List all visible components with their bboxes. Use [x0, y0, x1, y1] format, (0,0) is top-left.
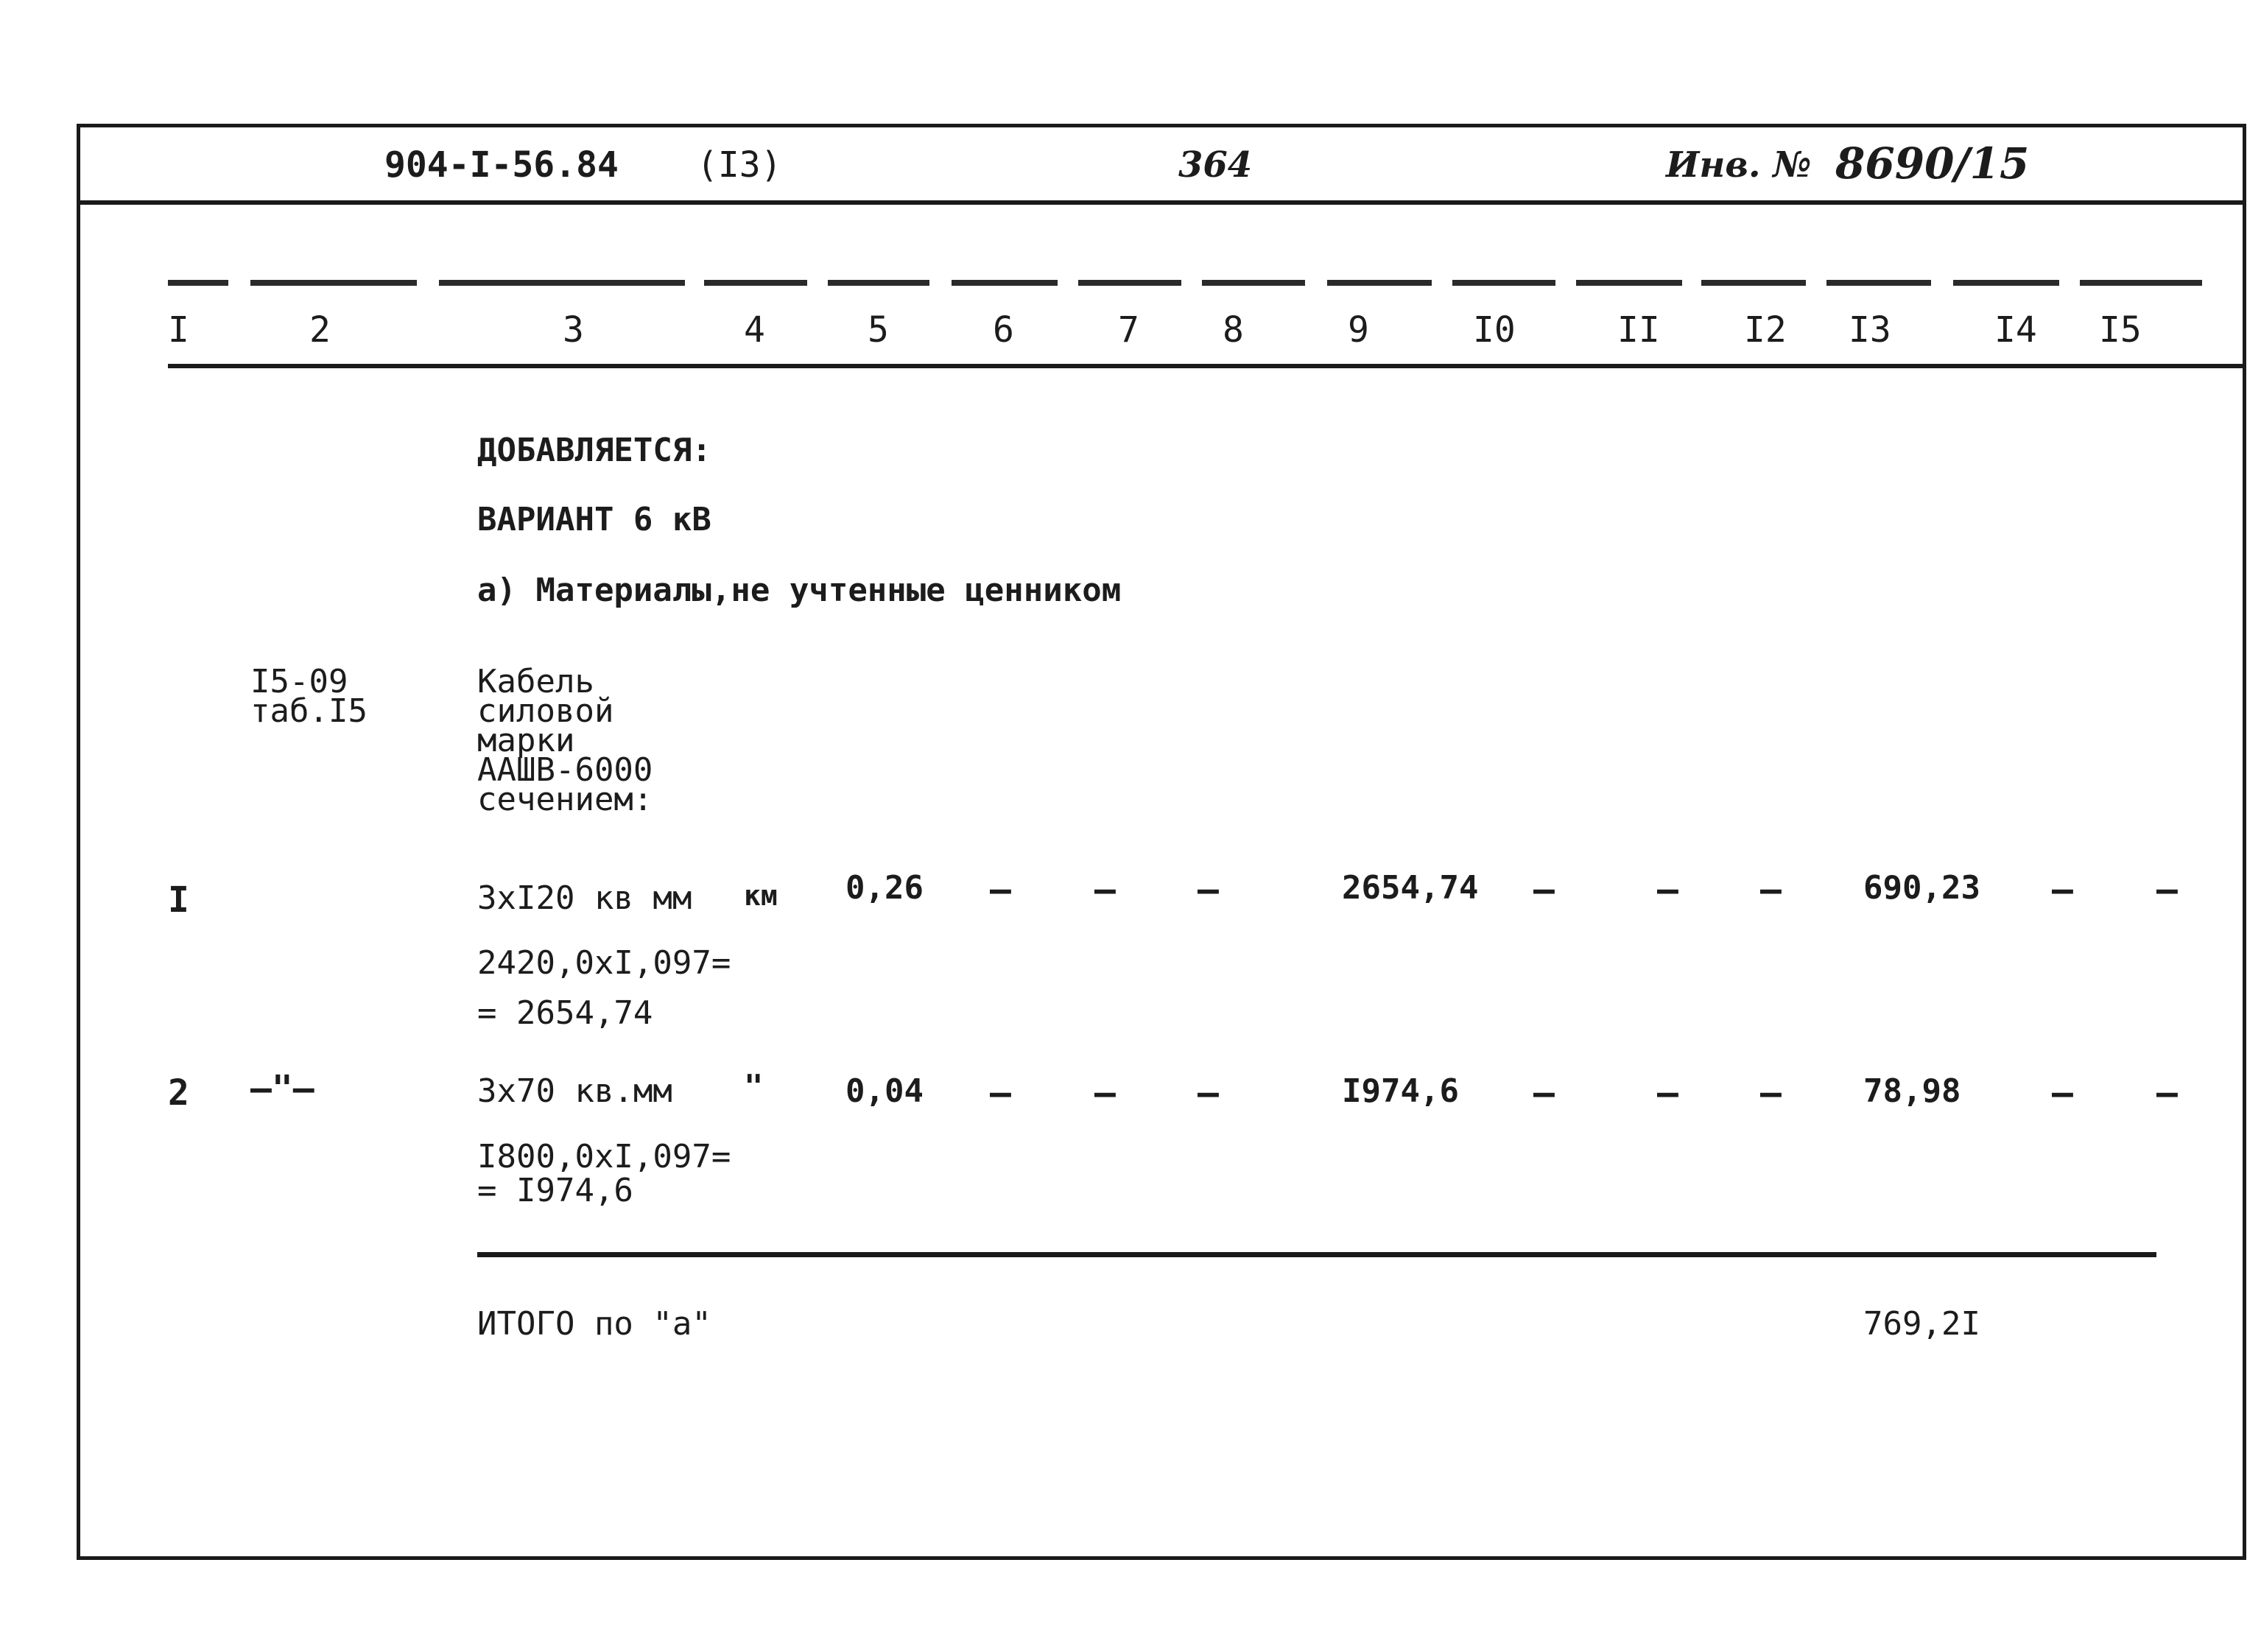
column-rule-8: [1202, 280, 1305, 286]
row-1-number: I: [168, 879, 189, 921]
column-rule-3: [439, 280, 685, 286]
row-2-name: 3х70 кв.мм: [477, 1072, 672, 1110]
row-2-col6: –: [990, 1072, 1011, 1114]
row-1-col8: –: [1198, 869, 1219, 910]
column-number-3: 3: [563, 309, 584, 351]
column-number-14: I4: [1994, 309, 2037, 351]
sheet-number: (I3): [697, 144, 782, 186]
row-1-price: 2654,74: [1342, 869, 1479, 907]
row-2-col12: –: [1760, 1072, 1782, 1114]
row-2-total: 78,98: [1863, 1072, 1961, 1110]
variant-label: ВАРИАНТ 6 кВ: [477, 501, 711, 538]
column-number-8: 8: [1223, 309, 1244, 351]
column-number-10: I0: [1473, 309, 1516, 351]
row-1-col15: –: [2156, 869, 2178, 910]
column-rule-15: [2080, 280, 2202, 286]
row-1-col14: –: [2052, 869, 2073, 910]
column-number-2: 2: [309, 309, 331, 351]
row-1-quantity: 0,26: [845, 869, 924, 907]
section-a-heading: а) Материалы,не учтенные ценником: [477, 572, 1122, 609]
row-1-col11: –: [1657, 869, 1678, 910]
column-rule-14: [1953, 280, 2059, 286]
column-number-9: 9: [1348, 309, 1369, 351]
row-1-calculation: 2420,0хI,097= = 2654,74: [477, 944, 731, 1032]
row-2-col8: –: [1198, 1072, 1219, 1114]
row-2-number: 2: [168, 1072, 189, 1114]
row-1-col12: –: [1760, 869, 1782, 910]
column-rule-4: [704, 280, 807, 286]
row-2-col14: –: [2052, 1072, 2073, 1114]
added-label: ДОБАВЛЯЕТСЯ:: [477, 432, 711, 469]
column-rule-12: [1701, 280, 1806, 286]
column-rule-6: [952, 280, 1058, 286]
row-2-quantity: 0,04: [845, 1072, 924, 1110]
column-number-5: 5: [868, 309, 889, 351]
row-1-col6: –: [990, 869, 1011, 910]
column-rule-2: [250, 280, 417, 286]
row-2-calculation: I800,0хI,097= = I974,6: [477, 1138, 731, 1209]
inventory-number: 8690/15: [1835, 138, 2030, 189]
page-number: 364: [1178, 144, 1253, 186]
column-rule-7: [1078, 280, 1181, 286]
doc-code: 904-I-56.84: [384, 144, 619, 186]
column-rule-1: [168, 280, 228, 286]
column-number-12: I2: [1744, 309, 1787, 351]
column-rule-10: [1452, 280, 1555, 286]
row-2-col10: –: [1533, 1072, 1555, 1114]
column-number-13: I3: [1849, 309, 1891, 351]
column-rule-11: [1576, 280, 1682, 286]
row-1-col7: –: [1094, 869, 1116, 910]
column-number-7: 7: [1118, 309, 1139, 351]
column-number-4: 4: [744, 309, 765, 351]
inventory-label: Инв. №: [1666, 144, 1812, 186]
total-value: 769,2I: [1863, 1305, 1980, 1343]
row-2-col7: –: [1094, 1072, 1116, 1114]
column-number-11: II: [1617, 309, 1660, 351]
row-1-unit: км: [744, 879, 778, 912]
column-number-15: I5: [2099, 309, 2142, 351]
column-number-6: 6: [993, 309, 1014, 351]
row-2-price: I974,6: [1342, 1072, 1459, 1110]
row-1-col10: –: [1533, 869, 1555, 910]
total-divider: [477, 1252, 2156, 1257]
row-1-total: 690,23: [1863, 869, 1980, 907]
column-rule-5: [828, 280, 929, 286]
column-rule-9: [1327, 280, 1432, 286]
column-header-divider: [168, 364, 2245, 368]
page-frame: [77, 124, 2246, 1560]
cable-description: Кабель силовой марки ААШВ-6000 сечением:: [477, 663, 653, 818]
row-2-reference: –"–: [250, 1068, 314, 1109]
row-1-name: 3хI20 кв мм: [477, 879, 692, 917]
row-2-col15: –: [2156, 1072, 2178, 1114]
column-number-1: I: [168, 309, 189, 351]
header-divider: [80, 200, 2245, 205]
total-label: ИТОГО по "а": [477, 1305, 711, 1343]
row-2-col11: –: [1657, 1072, 1678, 1114]
row-2-unit: ": [744, 1068, 764, 1106]
reference-code: I5-09 таб.I5: [250, 663, 368, 730]
column-rule-13: [1826, 280, 1931, 286]
